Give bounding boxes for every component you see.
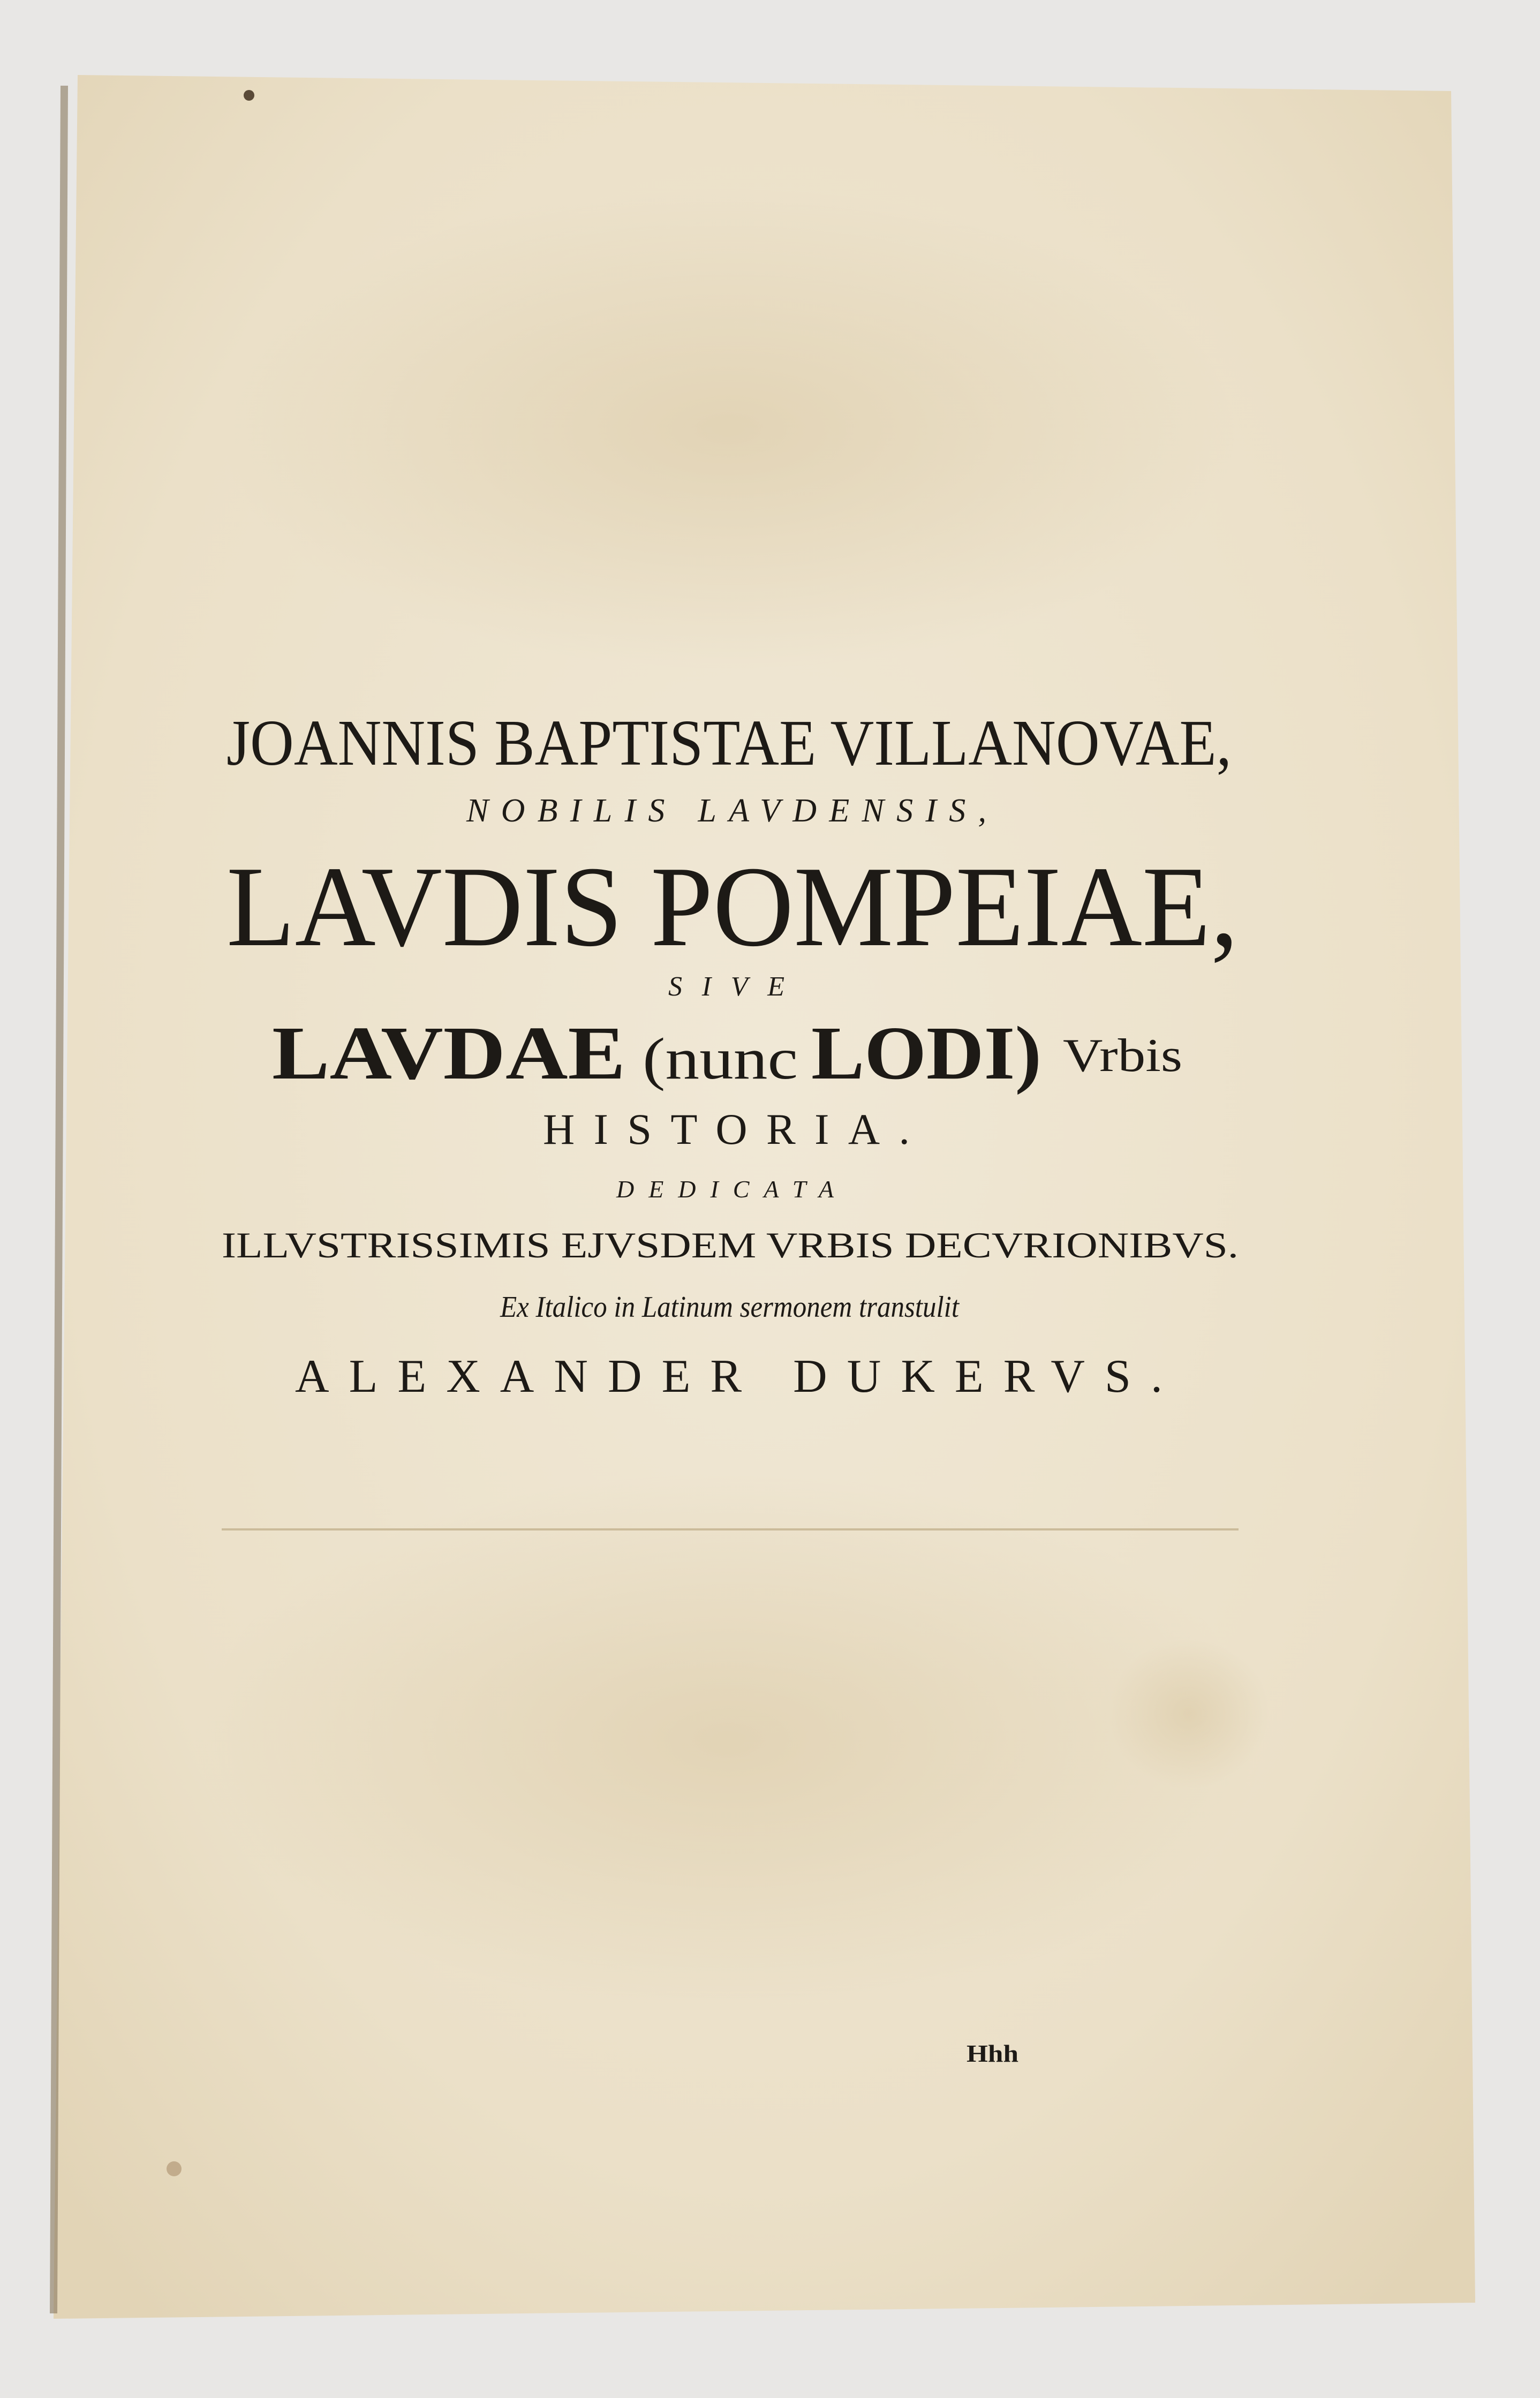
bleed-through-block	[220, 187, 1237, 669]
title-author: JOANNIS BAPTISTAE VILLANOVAE,	[227, 707, 1232, 779]
translator-name: ALEXANDER DUKERVS.	[295, 1351, 1162, 1402]
subtitle-lodi: LODI)	[811, 1011, 1041, 1095]
ink-spot	[244, 90, 254, 101]
translation-note: Ex Italico in Latinum sermonem transtulit	[500, 1291, 960, 1324]
bleed-through-block	[193, 1473, 1264, 2008]
subtitle-historia: HISTORIA.	[543, 1105, 910, 1153]
dedication-label: DEDICATA	[616, 1175, 834, 1203]
subtitle-laudae: LAVDAE	[272, 1011, 625, 1095]
main-title: LAVDIS POMPEIAE,	[227, 842, 1239, 970]
subtitle-nunc: (nunc	[643, 1026, 798, 1091]
subtitle-urbis: Vrbis	[1063, 1030, 1182, 1082]
dedicatees: ILLVSTRISSIMIS EJVSDEM VRBIS DECVRIONIBVS.	[222, 1225, 1239, 1265]
bleed-through-ornament	[1108, 1639, 1269, 1789]
connector-sive: SIVE	[668, 971, 784, 1002]
signature-mark: Hhh	[967, 2040, 1018, 2067]
ink-spot	[167, 2161, 182, 2176]
author-descriptor: NOBILIS LAVDENSIS,	[466, 793, 986, 829]
